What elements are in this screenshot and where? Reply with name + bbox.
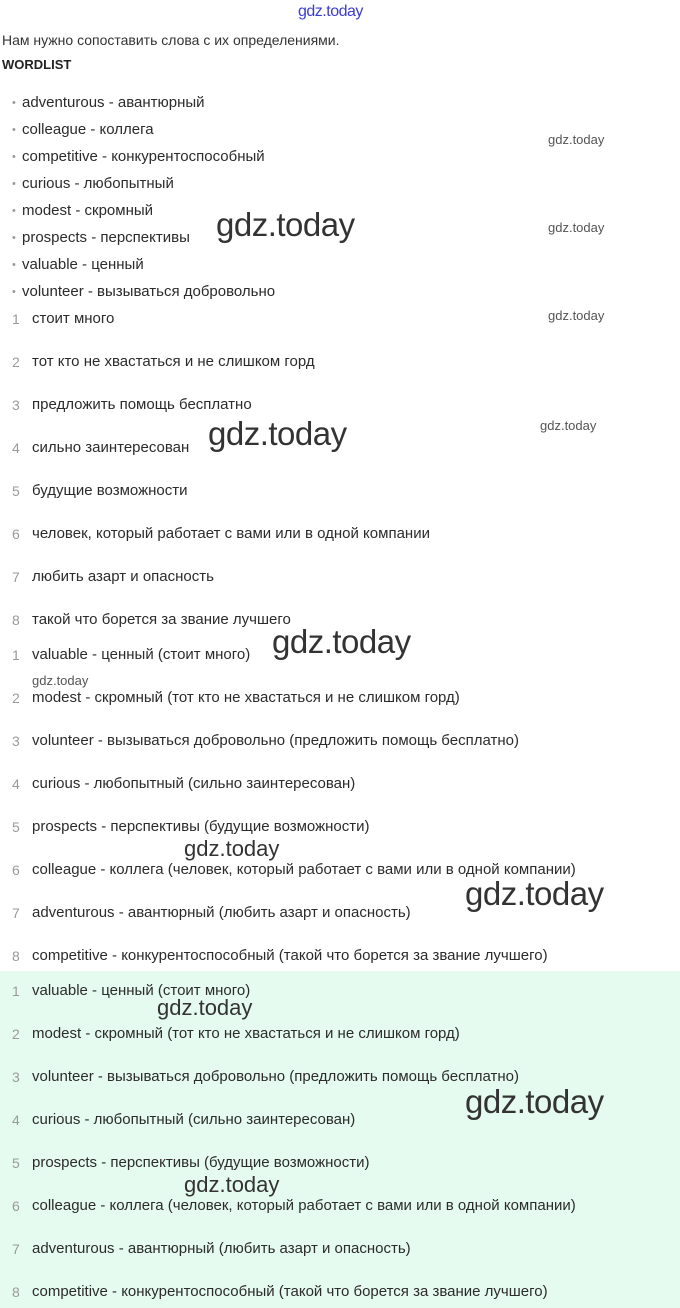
- definition-text: любить азарт и опасность: [32, 568, 214, 585]
- answer-highlight-block: [0, 971, 680, 1308]
- final-answer-number: 6: [12, 1198, 20, 1214]
- final-answer-text: modest - скромный (тот кто не хвастаться и не слишком горд): [32, 1025, 460, 1042]
- definition-number: 3: [12, 397, 20, 413]
- final-answer-number: 3: [12, 1069, 20, 1085]
- final-answer-text: competitive - конкурентоспособный (такой что борется за звание лучшего): [32, 1283, 548, 1300]
- definition-number: 1: [12, 311, 20, 327]
- definition-text: тот кто не хвастаться и не слишком горд: [32, 353, 315, 370]
- answer-text: competitive - конкурентоспособный (такой что борется за звание лучшего): [32, 947, 548, 964]
- final-answer-text: curious - любопытный (сильно заинтересован): [32, 1111, 356, 1128]
- final-answer-text: prospects - перспективы (будущие возможности): [32, 1154, 370, 1171]
- final-answer-text: volunteer - вызываться добровольно (предложить помощь бесплатно): [32, 1068, 519, 1085]
- final-answer-number: 7: [12, 1241, 20, 1257]
- wordlist-heading: WORDLIST: [2, 57, 72, 72]
- answer-text: adventurous - авантюрный (любить азарт и опасность): [32, 904, 411, 921]
- definition-text: такой что борется за звание лучшего: [32, 611, 291, 628]
- answer-text: prospects - перспективы (будущие возможности): [32, 818, 370, 835]
- definition-text: будущие возможности: [32, 482, 188, 499]
- wordlist-item: • curious - любопытный: [12, 175, 174, 192]
- wordlist-item: • valuable - ценный: [12, 256, 144, 273]
- answer-number: 8: [12, 948, 20, 964]
- answer-number: 1: [12, 647, 20, 663]
- final-answer-text: valuable - ценный (стоит много): [32, 982, 251, 999]
- watermark: gdz.today: [465, 875, 604, 912]
- final-answer-number: 2: [12, 1026, 20, 1042]
- answer-number: 3: [12, 733, 20, 749]
- watermark: gdz.today: [548, 132, 605, 147]
- watermark: gdz.today: [548, 220, 605, 235]
- watermark: gdz.today: [32, 673, 89, 688]
- definition-number: 8: [12, 612, 20, 628]
- answer-text: volunteer - вызываться добровольно (предложить помощь бесплатно): [32, 732, 519, 749]
- final-answer-number: 1: [12, 983, 20, 999]
- answer-text: colleague - коллега (человек, который работает с вами или в одной компании): [32, 861, 576, 878]
- wordlist-item: • prospects - перспективы: [12, 229, 190, 246]
- bullet-icon: •: [12, 286, 16, 298]
- wordlist-item: • competitive - конкурентоспособный: [12, 148, 265, 165]
- wordlist-item: • adventurous - авантюрный: [12, 94, 205, 111]
- definition-text: стоит много: [32, 310, 115, 327]
- watermark: gdz.today: [272, 623, 411, 660]
- bullet-icon: •: [12, 97, 16, 109]
- definition-number: 7: [12, 569, 20, 585]
- definition-text: человек, который работает с вами или в одной компании: [32, 525, 430, 542]
- definition-number: 2: [12, 354, 20, 370]
- final-answer-number: 5: [12, 1155, 20, 1171]
- final-answer-text: colleague - коллега (человек, который работает с вами или в одной компании): [32, 1197, 576, 1214]
- watermark: gdz.today: [208, 415, 347, 452]
- answer-number: 7: [12, 905, 20, 921]
- definition-text: сильно заинтересован: [32, 439, 190, 456]
- answer-number: 2: [12, 690, 20, 706]
- final-answer-number: 4: [12, 1112, 20, 1128]
- definition-number: 6: [12, 526, 20, 542]
- intro-text: Нам нужно сопоставить слова с их определениями.: [2, 32, 340, 48]
- definition-number: 5: [12, 483, 20, 499]
- watermark: gdz.today: [540, 418, 597, 433]
- answer-number: 6: [12, 862, 20, 878]
- watermark: gdz.today: [157, 995, 253, 1020]
- definition-text: предложить помощь бесплатно: [32, 396, 252, 413]
- bullet-icon: •: [12, 232, 16, 244]
- bullet-icon: •: [12, 124, 16, 136]
- bullet-icon: •: [12, 178, 16, 190]
- watermark: gdz.today: [184, 1172, 280, 1197]
- bullet-icon: •: [12, 205, 16, 217]
- bullet-icon: •: [12, 151, 16, 163]
- watermark: gdz.today: [184, 836, 280, 861]
- watermark: gdz.today: [465, 1083, 604, 1120]
- answer-text: valuable - ценный (стоит много): [32, 646, 251, 663]
- definition-number: 4: [12, 440, 20, 456]
- answer-number: 4: [12, 776, 20, 792]
- top-watermark: gdz.today: [298, 3, 363, 20]
- answer-text: modest - скромный (тот кто не хвастаться и не слишком горд): [32, 689, 460, 706]
- wordlist-item: • colleague - коллега: [12, 121, 154, 138]
- watermark: gdz.today: [548, 308, 605, 323]
- final-answer-number: 8: [12, 1284, 20, 1300]
- answer-number: 5: [12, 819, 20, 835]
- bullet-icon: •: [12, 259, 16, 271]
- final-answer-text: adventurous - авантюрный (любить азарт и опасность): [32, 1240, 411, 1257]
- answer-text: curious - любопытный (сильно заинтересован): [32, 775, 356, 792]
- wordlist-item: • volunteer - вызываться добровольно: [12, 283, 276, 300]
- watermark: gdz.today: [216, 206, 355, 243]
- wordlist-item: • modest - скромный: [12, 202, 154, 219]
